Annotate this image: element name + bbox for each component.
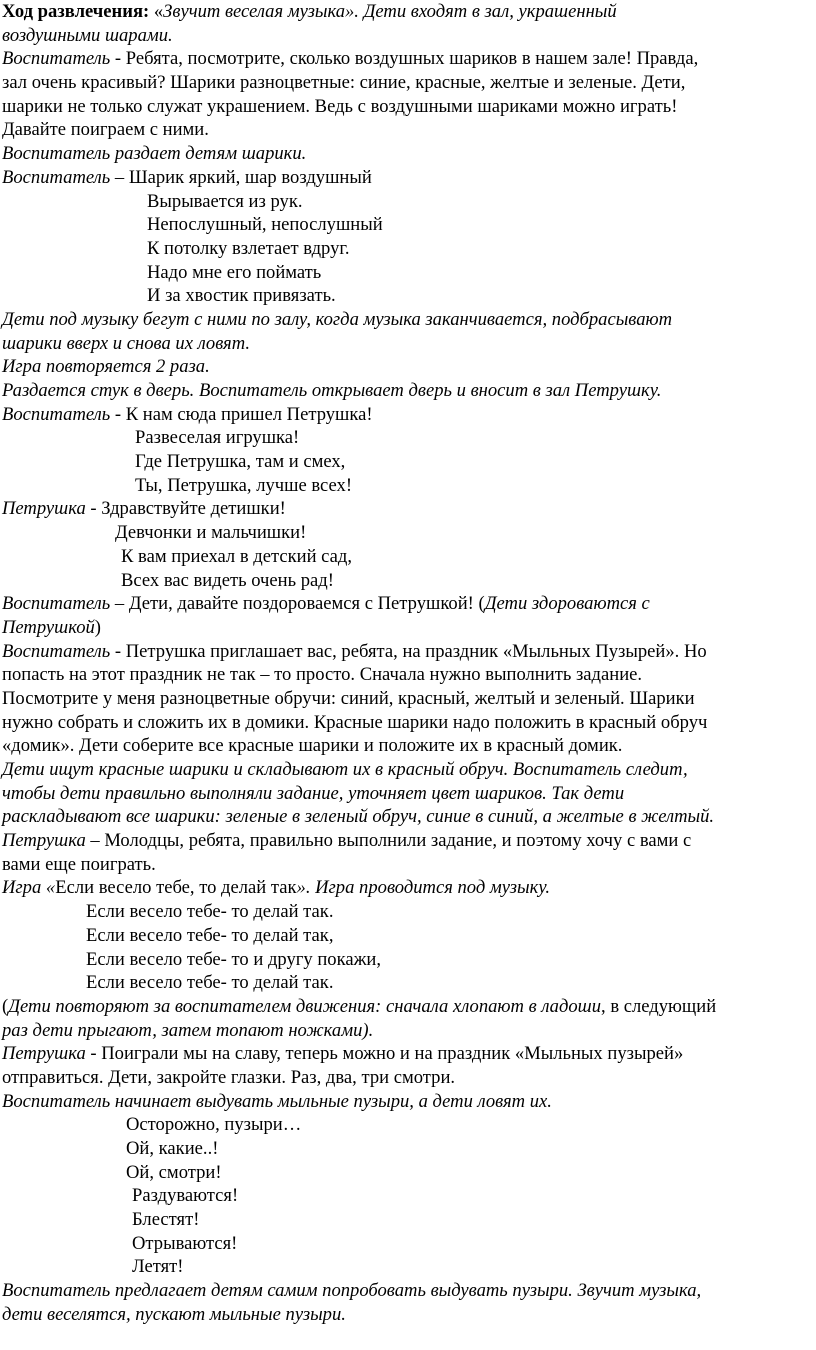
speech-line: Посмотрите у меня разноцветные обручи: синий, красный, желтый и зеленый. Шарики [2,687,695,709]
song-title: Если весело тебе, то делай так [55,877,297,899]
speech-line: отправиться. Дети, закройте глазки. Раз, два, три смотри. [2,1066,456,1088]
verse-line: Вырывается из рук. [147,190,303,212]
verse-line: Если весело тебе- то и другу покажи, [86,948,382,970]
verse-line: Ты, Петрушка, лучше всех! [135,474,353,496]
speech-line: шарики не только служат украшением. Ведь с воздушными шариками можно играть! [2,95,678,117]
doc-line [2,640,816,664]
speaker-name: Воспитатель [2,48,111,70]
doc-line [2,829,816,853]
speech-line: нужно собрать и сложить их в домики. Красные шарики надо положить в красный обруч [2,711,708,733]
verse-line: Если весело тебе- то делай так, [86,924,334,946]
speech-text: - Ребята, посмотрите, сколько воздушных шариков в нашем зале! Правда, [110,48,699,70]
speaker-name: Петрушка [2,498,86,520]
doc-line [2,876,816,900]
speaker-name: Петрушка [2,1043,86,1065]
stage-direction: раз дети прыгают, затем топают ножками). [2,1019,374,1041]
doc-line [2,0,816,24]
speech-text: - Петрушка приглашает вас, ребята, на праздник «Мыльных Пузырей». Но [110,640,707,662]
stage-direction: раскладывают все шарики: зеленые в зеленый обруч, синие в синий, а желтые в желтый. [2,806,715,828]
doc-line [2,497,816,521]
stage-direction: Воспитатель начинает выдувать мыльные пузыри, а дети ловят их. [2,1090,552,1112]
stage-direction: Звучит веселая музыка». Дети входят в зал, украшенный [163,1,617,22]
speech-text: – Дети, давайте поздороваемся с Петрушкой! ( [110,593,485,615]
verse-line: К потолку взлетает вдруг. [147,237,350,259]
verse-line: Осторожно, пузыри… [126,1114,302,1136]
verse-line: Развеселая игрушка! [135,427,300,449]
speech-line: «домик». Дети соберите все красные шарики и положите их в красный домик. [2,735,623,757]
stage-direction: воздушными шарами. [2,24,173,46]
verse-line: Если весело тебе- то делай так. [86,972,334,994]
verse-line: Летят! [132,1256,184,1278]
verse-line: Ой, смотри! [126,1161,222,1183]
verse-line: К вам приехал в детский сад, [121,545,353,567]
section-heading: Ход развлечения: [2,1,150,22]
verse-text: – Шарик яркий, шар воздушный [110,166,372,188]
stage-direction: Дети повторяют за воспитателем движения: сначала хлопают в ладоши [8,995,602,1017]
speech-line: зал очень красивый? Шарики разноцветные: синие, красные, желтые и зеленые. Дети, [2,72,686,94]
stage-direction: шарики вверх и снова их ловят. [2,332,251,354]
speaker-name: Петрушка [2,830,86,852]
text-span: , в следующий [601,995,717,1017]
speech-line: вами еще поиграть. [2,853,156,875]
doc-line [2,1042,816,1066]
stage-direction: Дети ищут красные шарики и складывают их в красный обруч. Воспитатель следит, [2,759,688,780]
stage-direction: Игра повторяется 2 раза. [2,356,210,378]
speaker-name: Воспитатель [2,166,111,188]
verse-line: Раздуваются! [132,1185,239,1207]
stage-direction: Воспитатель предлагает детям самим попробовать выдувать пузыри. Звучит музыка, [2,1280,702,1302]
doc-line [2,47,816,71]
verse-line: Если весело тебе- то делай так. [86,901,334,923]
speech-text: – Молодцы, ребята, правильно выполнили задание, и поэтому хочу с вами с [85,830,692,852]
doc-line [2,995,816,1019]
verse-line: Непослушный, непослушный [147,214,383,236]
doc-line [2,616,816,640]
stage-direction: Раздается стук в дверь. Воспитатель открывает дверь и вносит в зал Петрушку. [2,380,662,401]
text-span: ) [94,616,101,638]
stage-direction: Воспитатель раздает детям шарики. [2,143,307,165]
stage-direction: Дети здороваются с [484,593,650,615]
text-span: « [149,1,164,22]
speaker-name: Воспитатель [2,593,111,615]
verse-line: Ой, какие..! [126,1138,219,1159]
verse-line: Блестят! [132,1209,200,1231]
speaker-name: Воспитатель [2,403,111,425]
verse-line: Отрываются! [132,1232,238,1254]
doc-line [2,403,816,427]
stage-direction: Игра « [2,877,56,899]
stage-direction: Петрушкой [2,616,95,638]
speech-line: Давайте поиграем с ними. [2,119,209,141]
verse-line: И за хвостик привязать. [147,285,336,307]
verse-text: - Здравствуйте детишки! [85,498,286,520]
verse-line: Надо мне его поймать [147,261,322,283]
verse-line: Где Петрушка, там и смех, [135,451,346,473]
stage-direction: чтобы дети правильно выполняли задание, уточняет цвет шариков. Так дети [2,782,625,804]
doc-line [2,166,816,190]
stage-direction: дети веселятся, пускают мыльные пузыри. [2,1303,346,1325]
stage-direction: Дети под музыку бегут с ними по залу, когда музыка заканчивается, подбрасывают [2,308,673,330]
stage-direction: ». Игра проводится под музыку. [296,877,551,899]
verse-text: - К нам сюда пришел Петрушка! [110,403,373,425]
text-span: ( [2,995,9,1017]
speaker-name: Воспитатель [2,640,111,662]
doc-line [2,592,816,616]
verse-line: Всех вас видеть очень рад! [121,569,334,591]
speech-text: - Поиграли мы на славу, теперь можно и на праздник «Мыльных пузырей» [85,1043,684,1065]
verse-line: Девчонки и мальчишки! [115,522,307,544]
speech-line: попасть на этот праздник не так – то просто. Сначала нужно выполнить задание. [2,664,643,686]
